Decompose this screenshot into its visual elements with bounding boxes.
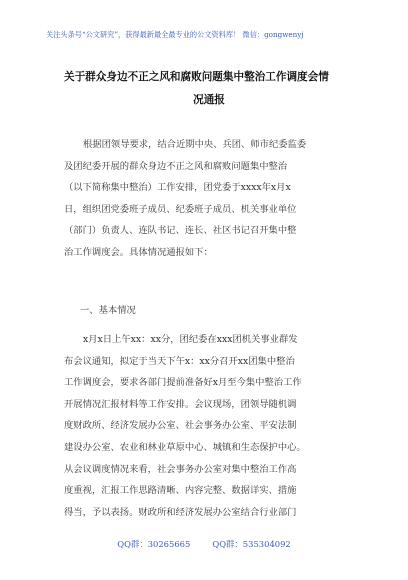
text-line: 从会议调度情况来看，社会事务办公室对集中整治工作高 bbox=[64, 463, 297, 475]
paragraph-intro bbox=[64, 134, 354, 264]
document-title bbox=[64, 66, 354, 112]
text-line: 布会议通知，拟定于当天下午x：xx分召开xx团集中整治 bbox=[64, 355, 295, 367]
text-line: 建设办公室、农业和林业草原中心、城镇和生态保护中心。 bbox=[64, 441, 306, 453]
text-line: 工作调度会，要求各部门提前准备好x月至今集中整治工作 bbox=[64, 377, 302, 389]
text-line: （部门）负责人、连队书记、连长、社区书记召开集中整 bbox=[64, 225, 297, 237]
text-line: 治工作调度会。具体情况通报如下： bbox=[64, 246, 213, 258]
footer-contact bbox=[0, 538, 408, 550]
text-line: x月x日上午xx：xx分，团纪委在xxx团机关事业群发 bbox=[83, 334, 298, 345]
paragraph-basic-info bbox=[64, 329, 354, 523]
text-line: 得当，予以表扬。财政所和经济发展办公室结合行业部门 bbox=[64, 506, 297, 518]
section-heading-basic-info: 一、基本情况 bbox=[80, 305, 136, 316]
footer-qq-group-1: QQ群：30265665 bbox=[117, 539, 191, 549]
title-line-1: 关于群众身边不正之风和腐败问题集中整治工作调度会情 bbox=[64, 71, 329, 83]
text-line: 及团纪委开展的群众身边不正之风和腐败问题集中整治 bbox=[64, 160, 288, 172]
text-line: 度重视，汇报工作思路清晰、内容完整、数据详实、措施 bbox=[64, 485, 297, 497]
text-line: 日，组织团党委班子成员、纪委班子成员、机关事业单位 bbox=[64, 203, 297, 215]
text-line: （以下简称集中整治）工作安排，团党委于xxxx年x月x bbox=[64, 182, 291, 194]
title-line-2: 况通报 bbox=[193, 94, 225, 106]
footer-qq-group-2: QQ群：535304092 bbox=[212, 539, 291, 549]
text-line: 根据团领导要求，结合近期中央、兵团、师市纪委监委 bbox=[83, 139, 307, 150]
text-line: 度财政所、经济发展办公室、社会事务办公室、平安法制 bbox=[64, 420, 297, 432]
header-promo-note: 关注头条号“公文研究”，获得最新最全最专业的公文资料库！ 微信：gongwenyj bbox=[46, 30, 304, 39]
text-line: 开展情况汇报材料等工作安排。会议现场，团领导随机调 bbox=[64, 398, 297, 410]
